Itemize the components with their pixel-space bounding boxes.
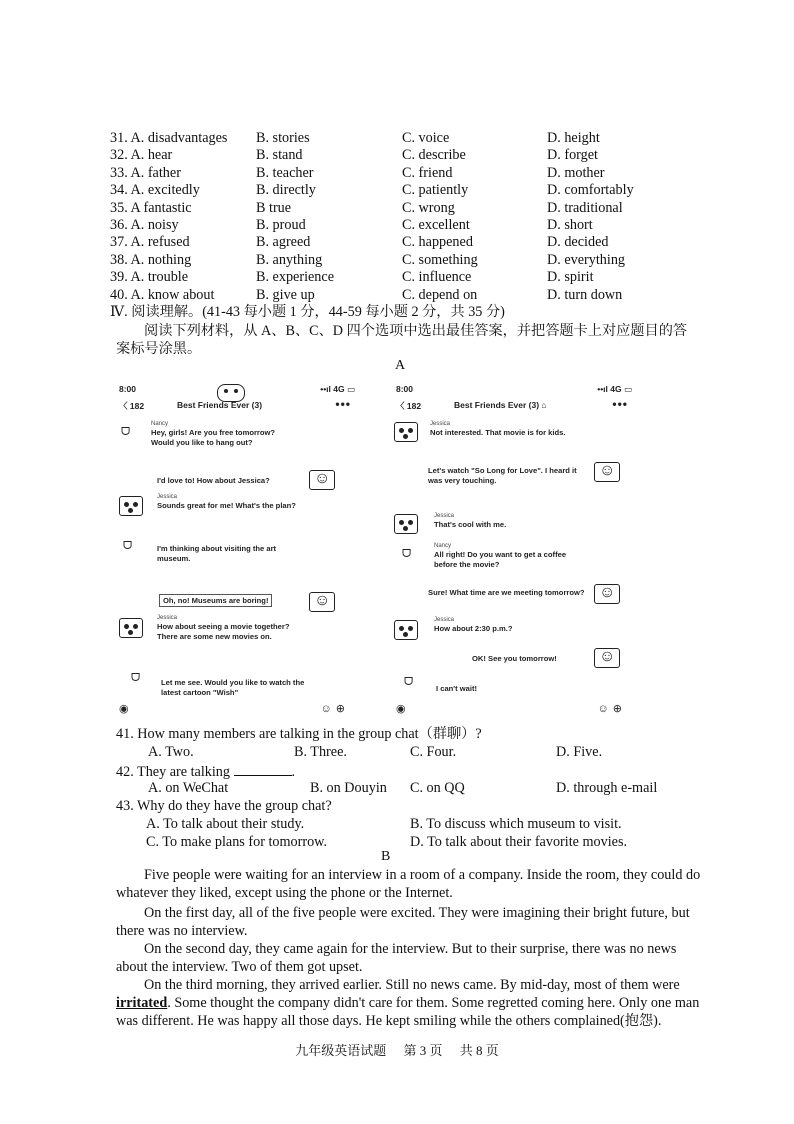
option-a: 40. A. know about (110, 286, 215, 303)
option-a: 39. A. trouble (110, 269, 189, 286)
sender-name: Jessica (434, 513, 455, 519)
back-button: 〈 182 (119, 401, 145, 411)
option-row-40 (110, 287, 670, 304)
status-time: 8:00 (119, 384, 137, 394)
option-d: D. comfortably (547, 182, 634, 199)
emoji-plus-icon: ☺⊕ (320, 703, 349, 715)
option-b: B. teacher (256, 164, 314, 181)
underlined-word: irritated (116, 995, 168, 1011)
option-c: C. influence (402, 269, 472, 286)
paragraph-text: Five people were waiting for an interview in a room of a company. Inside the room, they could do whatever they liked, except using the phone or the Internet. (116, 867, 701, 901)
chat-message (157, 493, 307, 511)
chat-message (157, 614, 307, 642)
option-c: C. wrong (402, 199, 455, 216)
status-bar (119, 384, 369, 398)
chat-message (434, 542, 590, 570)
chat-input-bar (119, 702, 369, 716)
option-c: C. excellent (402, 216, 470, 233)
choice-b: B. To discuss which museum to visit. (410, 816, 622, 832)
option-c: C. describe (402, 147, 466, 164)
option-c: C. depend on (402, 286, 478, 303)
option-d: D. traditional (547, 199, 623, 216)
back-button: 〈 182 (396, 401, 422, 411)
option-b: B. anything (256, 251, 323, 268)
status-bar (396, 384, 646, 398)
chat-message (157, 544, 307, 564)
status-time: 8:00 (396, 384, 414, 394)
chat-message (428, 466, 588, 486)
signal-battery-icon: ••ıl 4G ▭ (597, 384, 632, 394)
passage-b-paragraph (116, 976, 706, 1030)
smiley-avatar-icon (594, 648, 620, 668)
passage-b-paragraph (116, 866, 706, 902)
question-41-choices (148, 744, 602, 761)
passage-label-a: A (395, 358, 406, 373)
option-row-39 (110, 269, 670, 286)
paragraph-text: On the second day, they came again for the interview. But to their surprise, there was no news about the interview. Two of them got upset. (116, 941, 677, 975)
option-row-37 (110, 234, 670, 251)
choice-b: B. Three. (294, 744, 347, 760)
option-a: 31. A. disadvantages (110, 130, 228, 146)
chat-message (151, 420, 291, 448)
option-c: C. friend (402, 164, 453, 181)
option-a: 32. A. hear (110, 147, 173, 164)
choice-d: D. To talk about their favorite movies. (410, 834, 628, 850)
message-text: Let me see. Would you like to watch the latest cartoon "Wish" (161, 678, 305, 697)
smiley-avatar-icon (594, 584, 620, 604)
chat-nav-bar (119, 397, 369, 416)
emoji-plus-icon: ☺⊕ (597, 703, 626, 715)
jessica-avatar-icon (394, 422, 418, 442)
chat-input-bar (396, 702, 646, 716)
choice-c: C. To make plans for tomorrow. (146, 834, 328, 850)
smiley-avatar-icon (309, 592, 335, 612)
jessica-avatar-icon (394, 620, 418, 640)
smiley-avatar-icon (309, 470, 335, 490)
message-text: Hey, girls! Are you free tomorrow? Would you like to hang out? (151, 428, 276, 447)
option-a: 38. A. nothing (110, 251, 192, 268)
message-text: How about 2:30 p.m.? (434, 624, 513, 633)
question-42-choices (148, 780, 657, 797)
sender-name: Jessica (157, 494, 178, 500)
section-instruction: 阅读下列材料，从 A、B、C、D 四个选项中选出最佳答案，并把答题卡上对应题目的答案标号涂黑。 (116, 323, 688, 357)
option-a: 34. A. excitedly (110, 182, 200, 199)
message-text: Sure! What time are we meeting tomorrow? (428, 588, 585, 597)
page-footer (0, 1040, 794, 1059)
choice-a: A. To talk about their study. (146, 816, 305, 832)
chat-message (157, 476, 303, 486)
jessica-avatar-icon (119, 618, 143, 638)
sender-name: Jessica (434, 617, 455, 623)
question-43: 43. Why do they have the group chat? (116, 798, 332, 814)
option-d: D. short (547, 216, 593, 233)
jessica-avatar-icon (119, 496, 143, 516)
chat-screenshot-left (113, 378, 375, 718)
choice-c: C. on QQ (410, 780, 465, 796)
nancy-avatar-icon: ᗜ (402, 548, 412, 560)
option-row-33 (110, 165, 670, 182)
chat-message (472, 654, 592, 664)
paragraph-text-start: On the third morning, they arrived earlier. Still no news came. By mid-day, most of them were (144, 977, 680, 993)
chat-message (428, 588, 588, 598)
message-text: Oh, no! Museums are boring! (159, 594, 272, 607)
jessica-avatar-icon (394, 514, 418, 534)
nancy-avatar-icon: ᗜ (404, 676, 414, 688)
paragraph-text: On the first day, all of the five people were excited. They were imagining their bright future, but there was no interview. (116, 905, 690, 939)
option-c: C. patiently (402, 182, 469, 199)
voice-icon: ◉ (119, 703, 129, 715)
option-d: D. forget (547, 147, 598, 164)
choice-d: D. through e-mail (556, 780, 658, 796)
message-text: Not interested. That movie is for kids. (430, 428, 566, 437)
message-text: That's cool with me. (434, 520, 507, 529)
option-c: C. happened (402, 234, 473, 251)
passage-b-paragraph (116, 904, 706, 940)
option-row-35 (110, 200, 670, 217)
option-b: B. experience (256, 269, 334, 286)
option-d: D. decided (547, 234, 609, 251)
chat-message (430, 420, 590, 438)
chat-message (161, 678, 313, 698)
footer-total: 共 8 页 (459, 1043, 499, 1058)
question-42 (116, 763, 295, 781)
message-text: How about seeing a movie together? There are some new movies on. (157, 622, 290, 641)
footer-subject: 九年级英语试题 (295, 1043, 387, 1058)
option-a: 36. A. noisy (110, 216, 179, 233)
question-42-end: . (291, 764, 296, 780)
chat-message (434, 512, 584, 530)
nancy-avatar-icon: ᗜ (123, 540, 133, 552)
option-b: B. give up (256, 286, 315, 303)
message-text: Let's watch "So Long for Love". I heard it was very touching. (428, 466, 577, 485)
question-41: 41. How many members are talking in the group chat（群聊）? (116, 726, 482, 742)
option-row-31 (110, 130, 670, 147)
paragraph-text (116, 976, 706, 1030)
choice-b: B. on Douyin (310, 780, 387, 796)
option-a: 35. A fantastic (110, 199, 192, 216)
option-a: 33. A. father (110, 164, 181, 181)
option-b: B. proud (256, 216, 306, 233)
option-d: D. spirit (547, 269, 594, 286)
sender-name: Nancy (434, 543, 452, 549)
more-icon: ••• (335, 397, 351, 411)
option-d: D. height (547, 130, 600, 146)
chat-message (159, 596, 272, 606)
option-b: B. stories (256, 130, 310, 146)
voice-icon: ◉ (396, 703, 406, 715)
chat-title: Best Friends Ever (3) ⌂ (454, 400, 547, 410)
passage-b-paragraph (116, 940, 706, 976)
smiley-avatar-icon (594, 462, 620, 482)
option-b: B. directly (256, 182, 316, 199)
message-text: I'd love to! How about Jessica? (157, 476, 270, 485)
message-text: I can't wait! (436, 684, 478, 693)
option-d: D. turn down (547, 286, 623, 303)
option-b: B. agreed (256, 234, 311, 251)
paragraph-text-end: . Some thought the company didn't care for them. Some regretted coming here. Only one man was different. He was happy all those days. He kept smiling while the others complained(抱怨). (116, 995, 700, 1029)
option-d: D. everything (547, 251, 626, 268)
option-a: 37. A. refused (110, 234, 190, 251)
choice-a: A. on WeChat (148, 780, 229, 796)
sender-name: Jessica (430, 421, 451, 427)
choice-d: D. Five. (556, 744, 603, 760)
option-d: D. mother (547, 164, 605, 181)
sender-name: Jessica (157, 615, 178, 621)
chat-message (436, 684, 556, 694)
footer-page: 第 3 页 (403, 1043, 443, 1058)
sender-name: Nancy (151, 421, 169, 427)
option-b: B true (256, 199, 292, 216)
message-text: All right! Do you want to get a coffee before the movie? (434, 550, 567, 569)
option-c: C. something (402, 251, 478, 268)
choice-a: A. Two. (148, 744, 194, 760)
message-text: OK! See you tomorrow! (472, 654, 557, 663)
signal-battery-icon: ••ıl 4G ▭ (320, 384, 355, 394)
answer-blank (234, 763, 292, 776)
option-row-32 (110, 147, 670, 164)
option-row-34 (110, 182, 670, 199)
choice-c: C. Four. (410, 744, 457, 760)
chat-message (434, 616, 584, 634)
more-icon: ••• (612, 397, 628, 411)
section-heading: Ⅳ. 阅读理解。(41-43 每小题 1 分，44-59 每小题 2 分，共 35 分) (110, 304, 505, 320)
message-text: I'm thinking about visiting the art museum. (157, 544, 277, 563)
passage-label-b: B (381, 849, 391, 864)
message-text: Sounds great for me! What's the plan? (157, 501, 296, 510)
option-c: C. voice (402, 130, 450, 146)
option-row-38 (110, 252, 670, 269)
cloze-options (110, 130, 670, 304)
chat-nav-bar (396, 397, 646, 416)
nancy-avatar-icon: ᗜ (121, 426, 131, 438)
chat-screenshot-right (390, 378, 652, 718)
chat-title: Best Friends Ever (3) (177, 400, 263, 410)
option-b: B. stand (256, 147, 303, 164)
option-row-36 (110, 217, 670, 234)
nancy-avatar-icon: ᗜ (131, 672, 141, 684)
question-42-text: 42. They are talking (116, 764, 230, 780)
